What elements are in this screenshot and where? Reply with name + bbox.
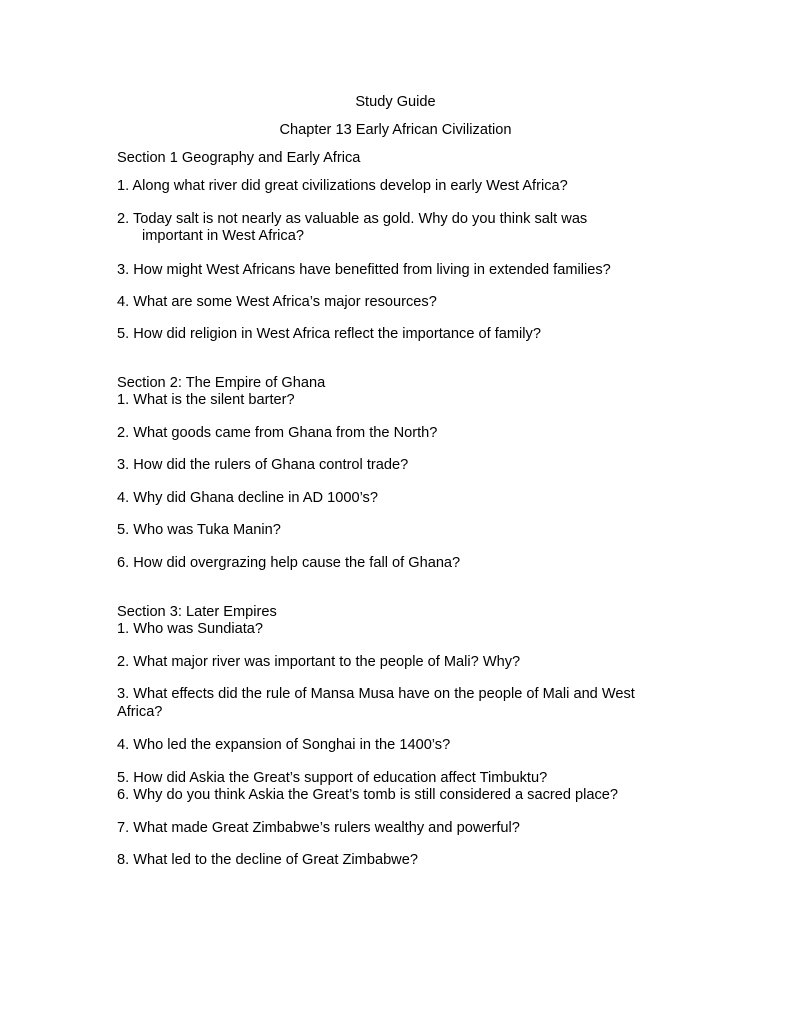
section-3-question-8: 8. What led to the decline of Great Zimbabwe? (117, 852, 418, 868)
section-3-question-5: 5. How did Askia the Great’s support of education affect Timbuktu? (117, 770, 548, 786)
section-1-question-1: 1. Along what river did great civilizations develop in early West Africa? (117, 178, 568, 194)
section-2-question-6: 6. How did overgrazing help cause the fall of Ghana? (117, 555, 461, 571)
document-title: Study Guide (355, 94, 436, 110)
section-3-question-2: 2. What major river was important to the people of Mali? Why? (117, 654, 521, 670)
section-3-question-3-line-1: 3. What effects did the rule of Mansa Musa have on the people of Mali and West (117, 686, 635, 702)
section-1-question-2-line-1: 2. Today salt is not nearly as valuable as gold. Why do you think salt was (117, 211, 588, 227)
section-2-question-5: 5. Who was Tuka Manin? (117, 522, 281, 538)
section-1-heading: Section 1 Geography and Early Africa (117, 150, 361, 166)
section-3-heading: Section 3: Later Empires (117, 604, 277, 620)
section-3-question-6: 6. Why do you think Askia the Great’s tomb is still considered a sacred place? (117, 787, 619, 803)
section-1-question-3: 3. How might West Africans have benefitted from living in extended families? (117, 262, 611, 278)
section-1-question-5: 5. How did religion in West Africa reflect the importance of family? (117, 326, 541, 342)
section-1-question-2-line-2: important in West Africa? (142, 228, 304, 244)
section-2-heading: Section 2: The Empire of Ghana (117, 375, 326, 391)
section-3-question-7: 7. What made Great Zimbabwe’s rulers wealthy and powerful? (117, 820, 520, 836)
section-2-question-3: 3. How did the rulers of Ghana control trade? (117, 457, 409, 473)
section-2-question-2: 2. What goods came from Ghana from the North? (117, 425, 438, 441)
section-3-question-1: 1. Who was Sundiata? (117, 621, 264, 637)
section-2-question-4: 4. Why did Ghana decline in AD 1000’s? (117, 490, 378, 506)
section-3-question-4: 4. Who led the expansion of Songhai in the 1400’s? (117, 737, 451, 753)
section-1-question-4: 4. What are some West Africa’s major resources? (117, 294, 437, 310)
section-3-question-3-line-2: Africa? (117, 704, 163, 720)
section-2-question-1: 1. What is the silent barter? (117, 392, 295, 408)
chapter-title: Chapter 13 Early African Civilization (279, 122, 512, 138)
